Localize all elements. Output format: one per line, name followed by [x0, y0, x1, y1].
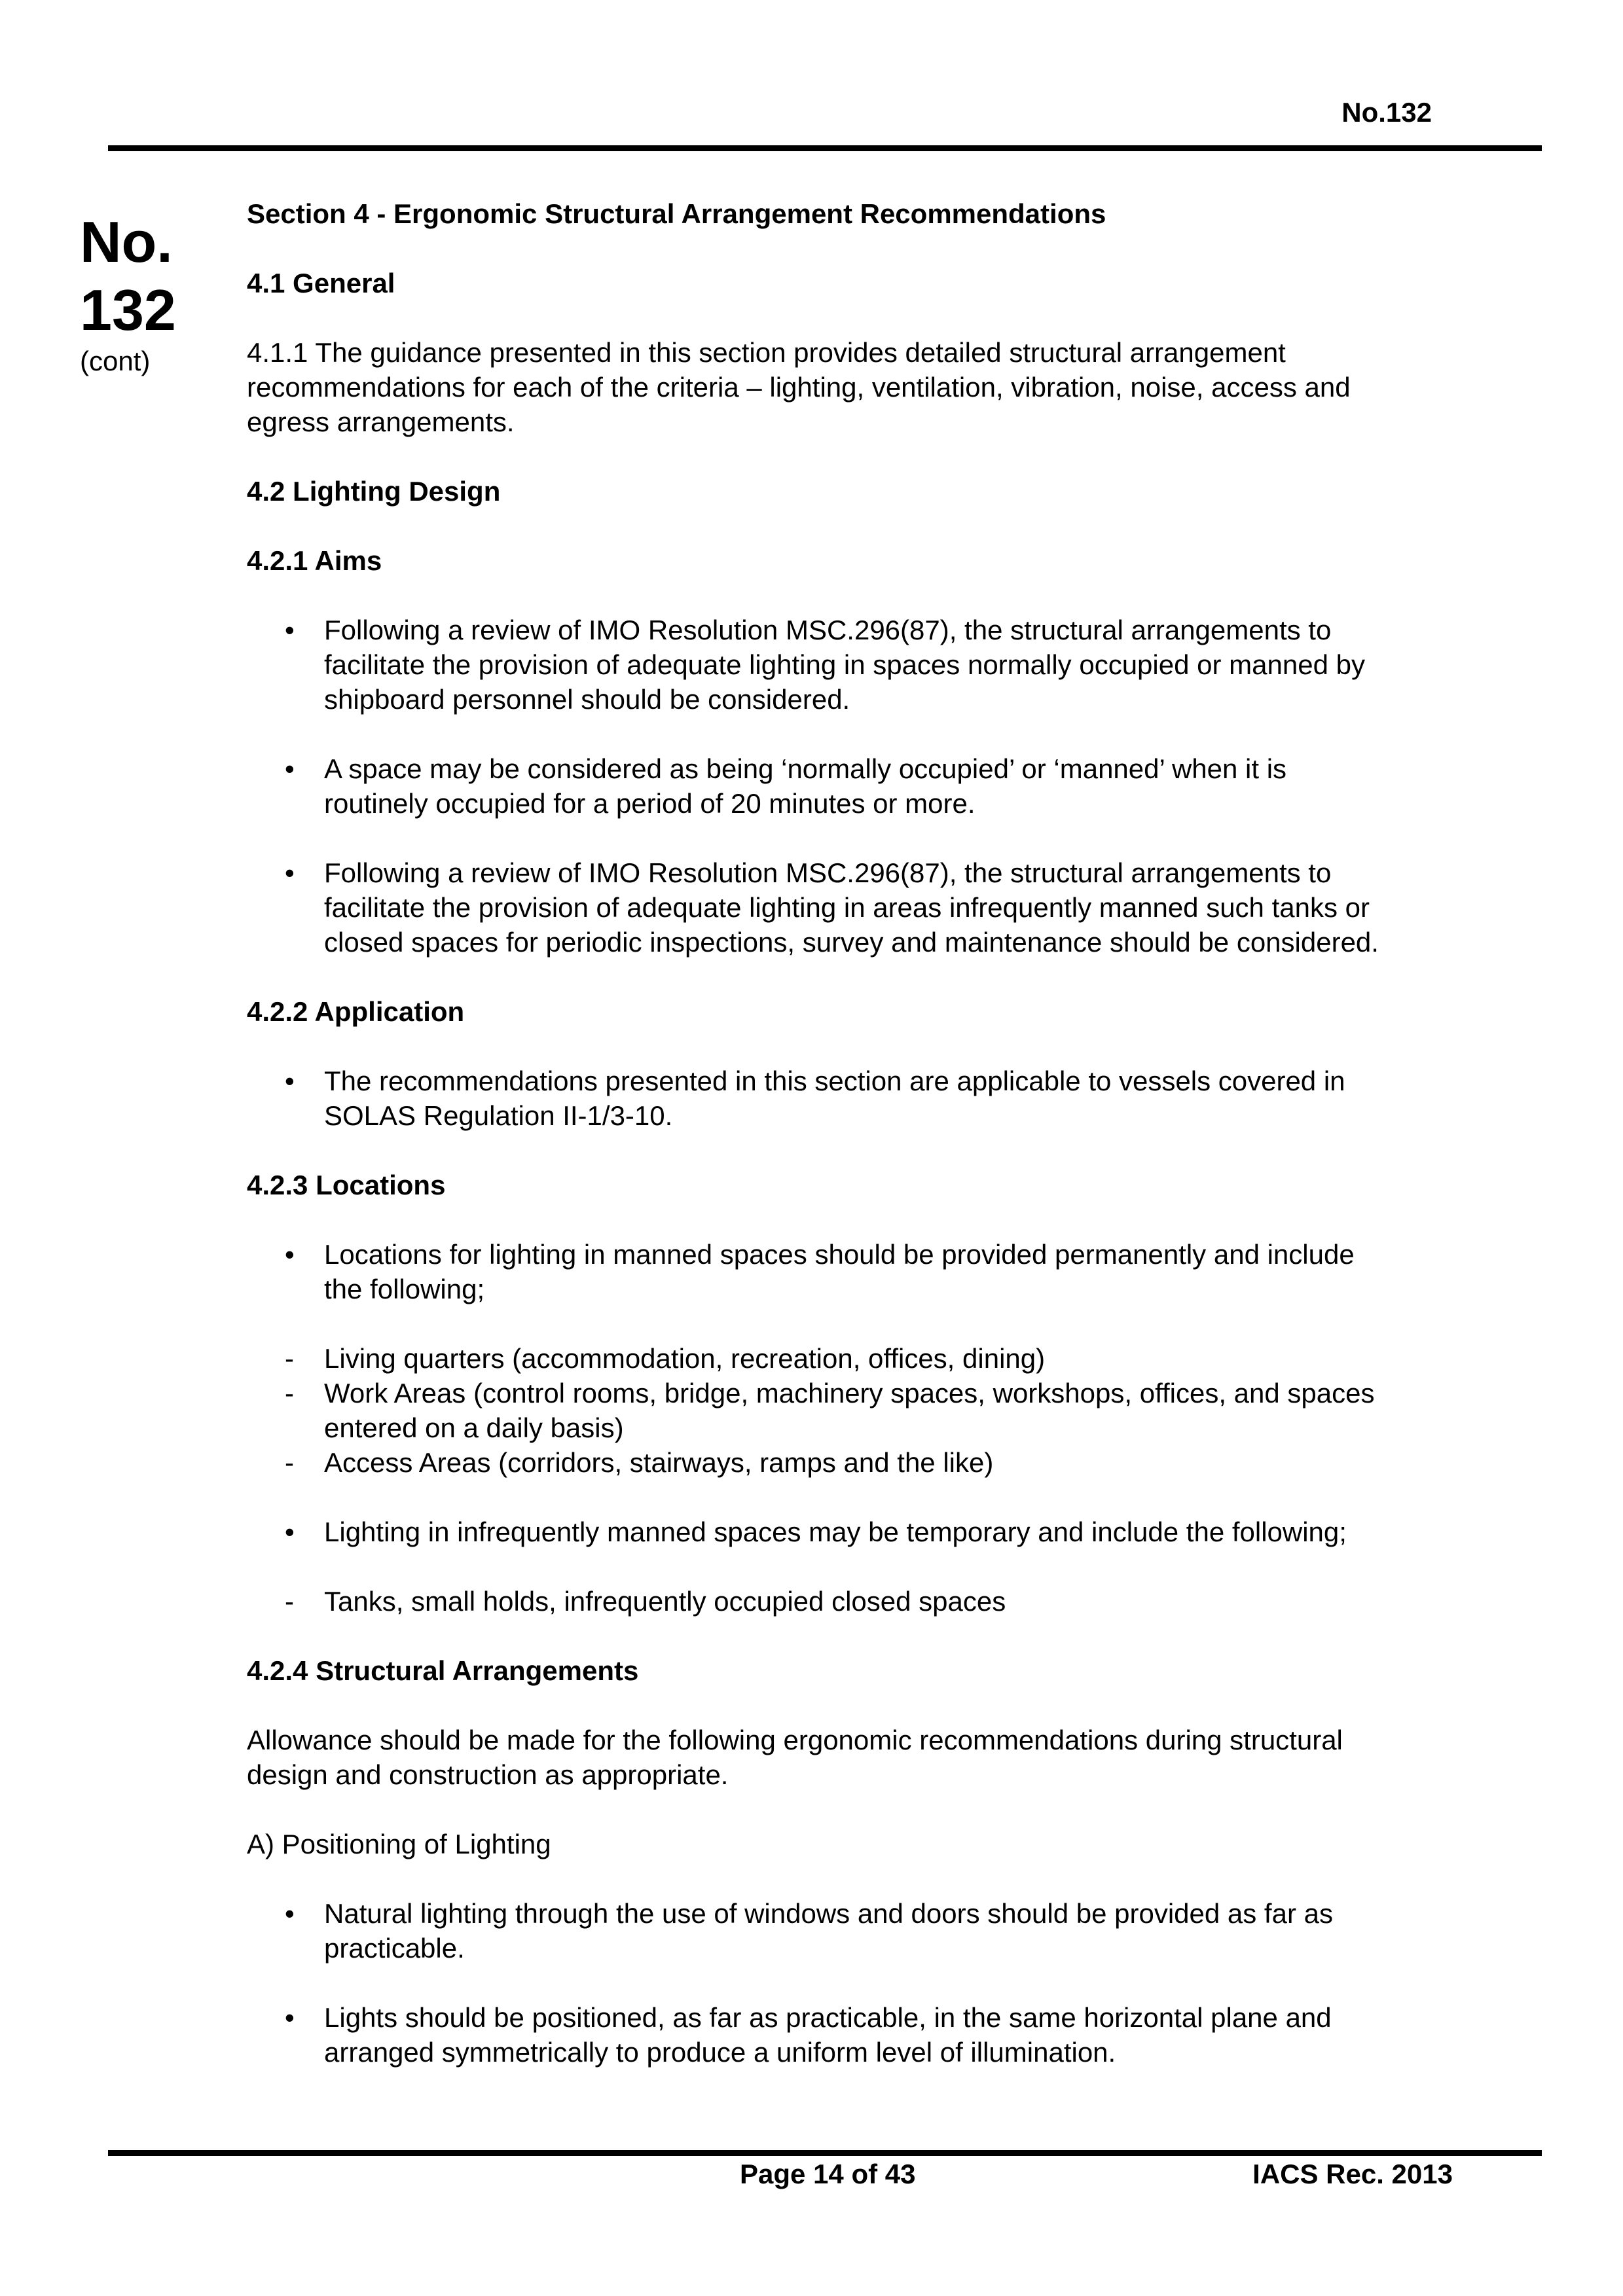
bullet-line: Lighting in infrequently manned spaces may be temporary and include the following;	[324, 1516, 1347, 1547]
dash-line: entered on a daily basis)	[324, 1412, 624, 1443]
dash-line: Tanks, small holds, infrequently occupied closed spaces	[324, 1586, 1006, 1617]
paragraph-line: Allowance should be made for the following ergonomic recommendations during structural	[247, 1725, 1343, 1755]
heading-4-1: 4.1 General	[247, 268, 395, 298]
dash-item	[247, 1341, 1491, 1376]
dash-mark: -	[285, 1343, 294, 1374]
bullet-mark: •	[285, 753, 295, 784]
aims-bullet-3	[247, 855, 1491, 960]
dash-item	[247, 1445, 1491, 1480]
heading-4-2-3: 4.2.3 Locations	[247, 1170, 446, 1200]
heading-4-2-2: 4.2.2 Application	[247, 996, 465, 1027]
application-bullet	[247, 1064, 1491, 1133]
dash-item	[247, 1584, 1491, 1619]
bullet-line: practicable.	[324, 1933, 465, 1964]
bullet-mark: •	[285, 1898, 295, 1929]
footer-page-number: Page 14 of 43	[740, 2159, 916, 2189]
bullet-line: Following a review of IMO Resolution MSC.296(87), the structural arrangements to	[324, 615, 1332, 645]
bullet-line: closed spaces for periodic inspections, survey and maintenance should be considered.	[324, 927, 1379, 958]
aims-bullet-2	[247, 751, 1491, 821]
locations-bullet-1	[247, 1237, 1491, 1306]
bullet-line: the following;	[324, 1274, 485, 1304]
bullet-mark: •	[285, 1239, 295, 1270]
dash-mark: -	[285, 1447, 294, 1478]
dash-line: Living quarters (accommodation, recreation, offices, dining)	[324, 1343, 1046, 1374]
side-no: No.	[80, 209, 173, 274]
paragraph-line: egress arrangements.	[247, 406, 515, 437]
bullet-line: SOLAS Regulation II-1/3-10.	[324, 1100, 673, 1131]
bullet-line: A space may be considered as being ‘normally occupied’ or ‘manned’ when it is	[324, 753, 1287, 784]
bullet-line: Lights should be positioned, as far as practicable, in the same horizontal plane and	[324, 2002, 1332, 2033]
paragraph-line: design and construction as appropriate.	[247, 1759, 729, 1790]
bullet-line: facilitate the provision of adequate lighting in spaces normally occupied or manned by	[324, 649, 1365, 680]
bullet-mark: •	[285, 2002, 295, 2033]
bullet-line: Following a review of IMO Resolution MSC.296(87), the structural arrangements to	[324, 857, 1332, 888]
dash-mark: -	[285, 1378, 294, 1408]
bullet-line: The recommendations presented in this section are applicable to vessels covered in	[324, 1066, 1345, 1096]
bullet-mark: •	[285, 1516, 295, 1547]
paragraph-4-2-4	[247, 1723, 1491, 1792]
dash-line: Work Areas (control rooms, bridge, machinery spaces, workshops, offices, and spaces	[324, 1378, 1375, 1408]
locations-dash-list	[247, 1341, 1491, 1480]
paragraph-line: 4.1.1 The guidance presented in this section provides detailed structural arrangement	[247, 337, 1286, 368]
dash-mark: -	[285, 1586, 294, 1617]
positioning-bullet-2	[247, 2000, 1491, 2070]
footer-rule	[108, 2150, 1542, 2156]
dash-line: Access Areas (corridors, stairways, ramps and the like)	[324, 1447, 994, 1478]
bullet-line: arranged symmetrically to produce a uniform level of illumination.	[324, 2037, 1116, 2068]
bullet-line: Locations for lighting in manned spaces should be provided permanently and include	[324, 1239, 1355, 1270]
bullet-line: routinely occupied for a period of 20 minutes or more.	[324, 788, 976, 819]
header-rec-number: No.132	[1341, 97, 1432, 128]
header-rule	[108, 145, 1542, 151]
side-num: 132	[80, 278, 176, 342]
heading-4-2: 4.2 Lighting Design	[247, 476, 501, 507]
footer-rec-label: IACS Rec. 2013	[1252, 2159, 1453, 2189]
paragraph-4-1-1	[247, 335, 1491, 439]
subheading-positioning: A) Positioning of Lighting	[247, 1829, 551, 1859]
positioning-bullet-1	[247, 1896, 1491, 1965]
side-cont: (cont)	[80, 346, 151, 376]
bullet-mark: •	[285, 1066, 295, 1096]
paragraph-line: recommendations for each of the criteria – lighting, ventilation, vibration, noise, access and	[247, 372, 1351, 403]
heading-4-2-4: 4.2.4 Structural Arrangements	[247, 1655, 639, 1686]
aims-bullet-1	[247, 613, 1491, 717]
heading-4-2-1: 4.2.1 Aims	[247, 545, 382, 576]
side-label	[80, 208, 185, 378]
document-body	[247, 196, 1491, 2070]
locations-bullet-2	[247, 1515, 1491, 1549]
dash-item	[247, 1376, 1491, 1445]
section-title: Section 4 - Ergonomic Structural Arrangement Recommendations	[247, 198, 1106, 229]
bullet-line: facilitate the provision of adequate lighting in areas infrequently manned such tanks or	[324, 892, 1370, 923]
bullet-mark: •	[285, 857, 295, 888]
bullet-line: Natural lighting through the use of windows and doors should be provided as far as	[324, 1898, 1333, 1929]
bullet-line: shipboard personnel should be considered.	[324, 684, 850, 715]
bullet-mark: •	[285, 615, 295, 645]
